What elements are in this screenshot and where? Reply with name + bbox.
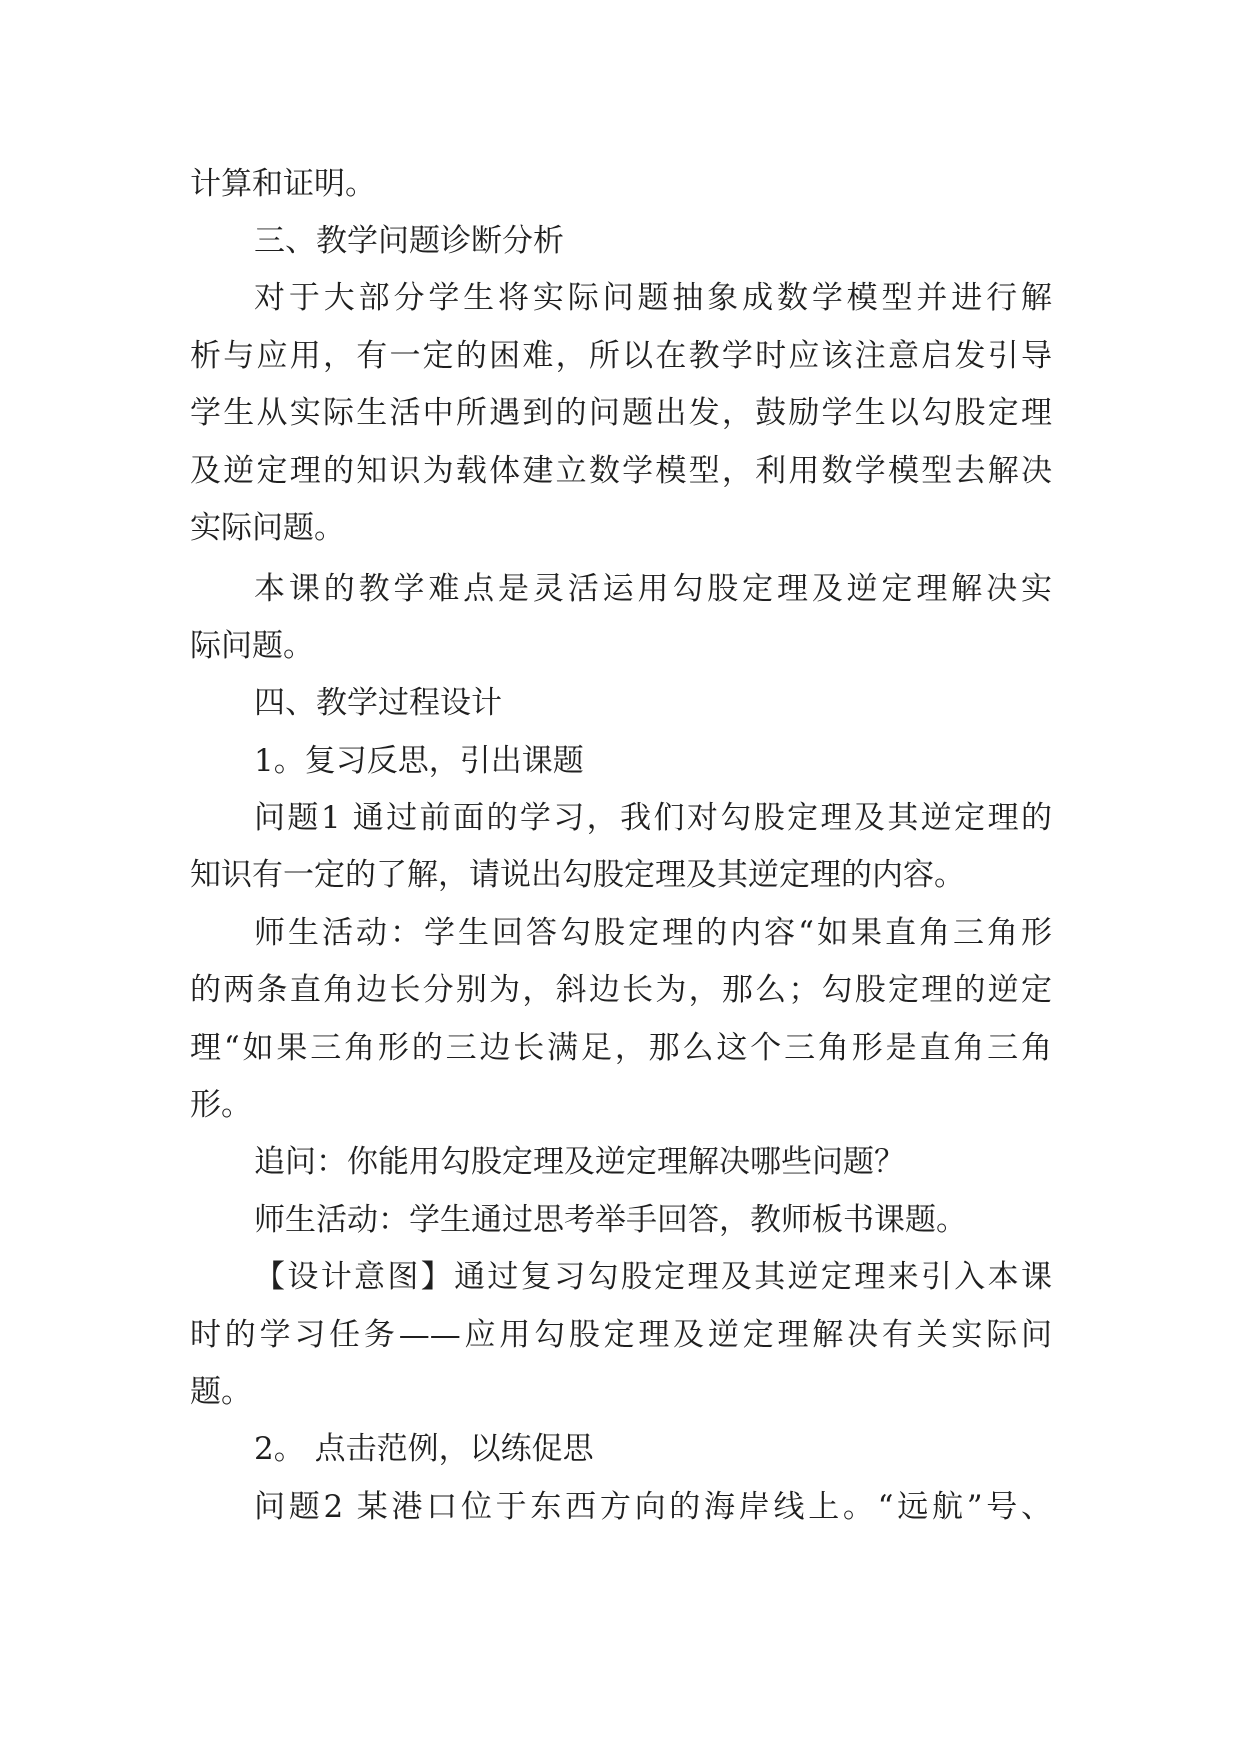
section-heading: 四、教学过程设计 [254, 685, 502, 721]
text-line: 师生活动：学生回答勾股定理的内容“如果直角三角形 [254, 915, 1052, 951]
subsection-heading: 2。 点击范例，以练促思 [254, 1431, 594, 1467]
text-line: 本课的教学难点是灵活运用勾股定理及逆定理解决实 [254, 571, 1052, 607]
text-line: 实际问题。 [190, 510, 345, 546]
text-line: 问题2 某港口位于东西方向的海岸线上。“远航”号、 [254, 1489, 1052, 1525]
text-line: 析与应用，有一定的困难，所以在教学时应该注意启发引导 [190, 338, 1052, 374]
text-line: 际问题。 [190, 628, 314, 664]
section-heading: 三、教学问题诊断分析 [254, 223, 564, 259]
text-line: 形。 [190, 1087, 252, 1123]
text-line: 对于大部分学生将实际问题抽象成数学模型并进行解 [254, 280, 1052, 316]
text-line: 师生活动：学生通过思考举手回答，教师板书课题。 [254, 1202, 967, 1238]
text-line: 理“如果三角形的三边长满足，那么这个三角形是直角三角 [190, 1030, 1052, 1066]
text-line: 追问：你能用勾股定理及逆定理解决哪些问题？ [254, 1144, 905, 1180]
text-line: 时的学习任务——应用勾股定理及逆定理解决有关实际问 [190, 1317, 1052, 1353]
text-line: 的两条直角边长分别为，斜边长为，那么；勾股定理的逆定 [190, 972, 1052, 1008]
text-line: 学生从实际生活中所遇到的问题出发，鼓励学生以勾股定理 [190, 395, 1052, 431]
text-line: 题。 [190, 1374, 252, 1410]
text-line: 知识有一定的了解，请说出勾股定理及其逆定理的内容。 [190, 857, 965, 893]
text-line: 【设计意图】通过复习勾股定理及其逆定理来引入本课 [254, 1259, 1052, 1295]
text-line: 问题1 通过前面的学习，我们对勾股定理及其逆定理的 [254, 800, 1052, 836]
text-line: 计算和证明。 [190, 166, 376, 202]
text-line: 及逆定理的知识为载体建立数学模型，利用数学模型去解决 [190, 453, 1052, 489]
subsection-heading: 1。复习反思，引出课题 [254, 743, 584, 779]
